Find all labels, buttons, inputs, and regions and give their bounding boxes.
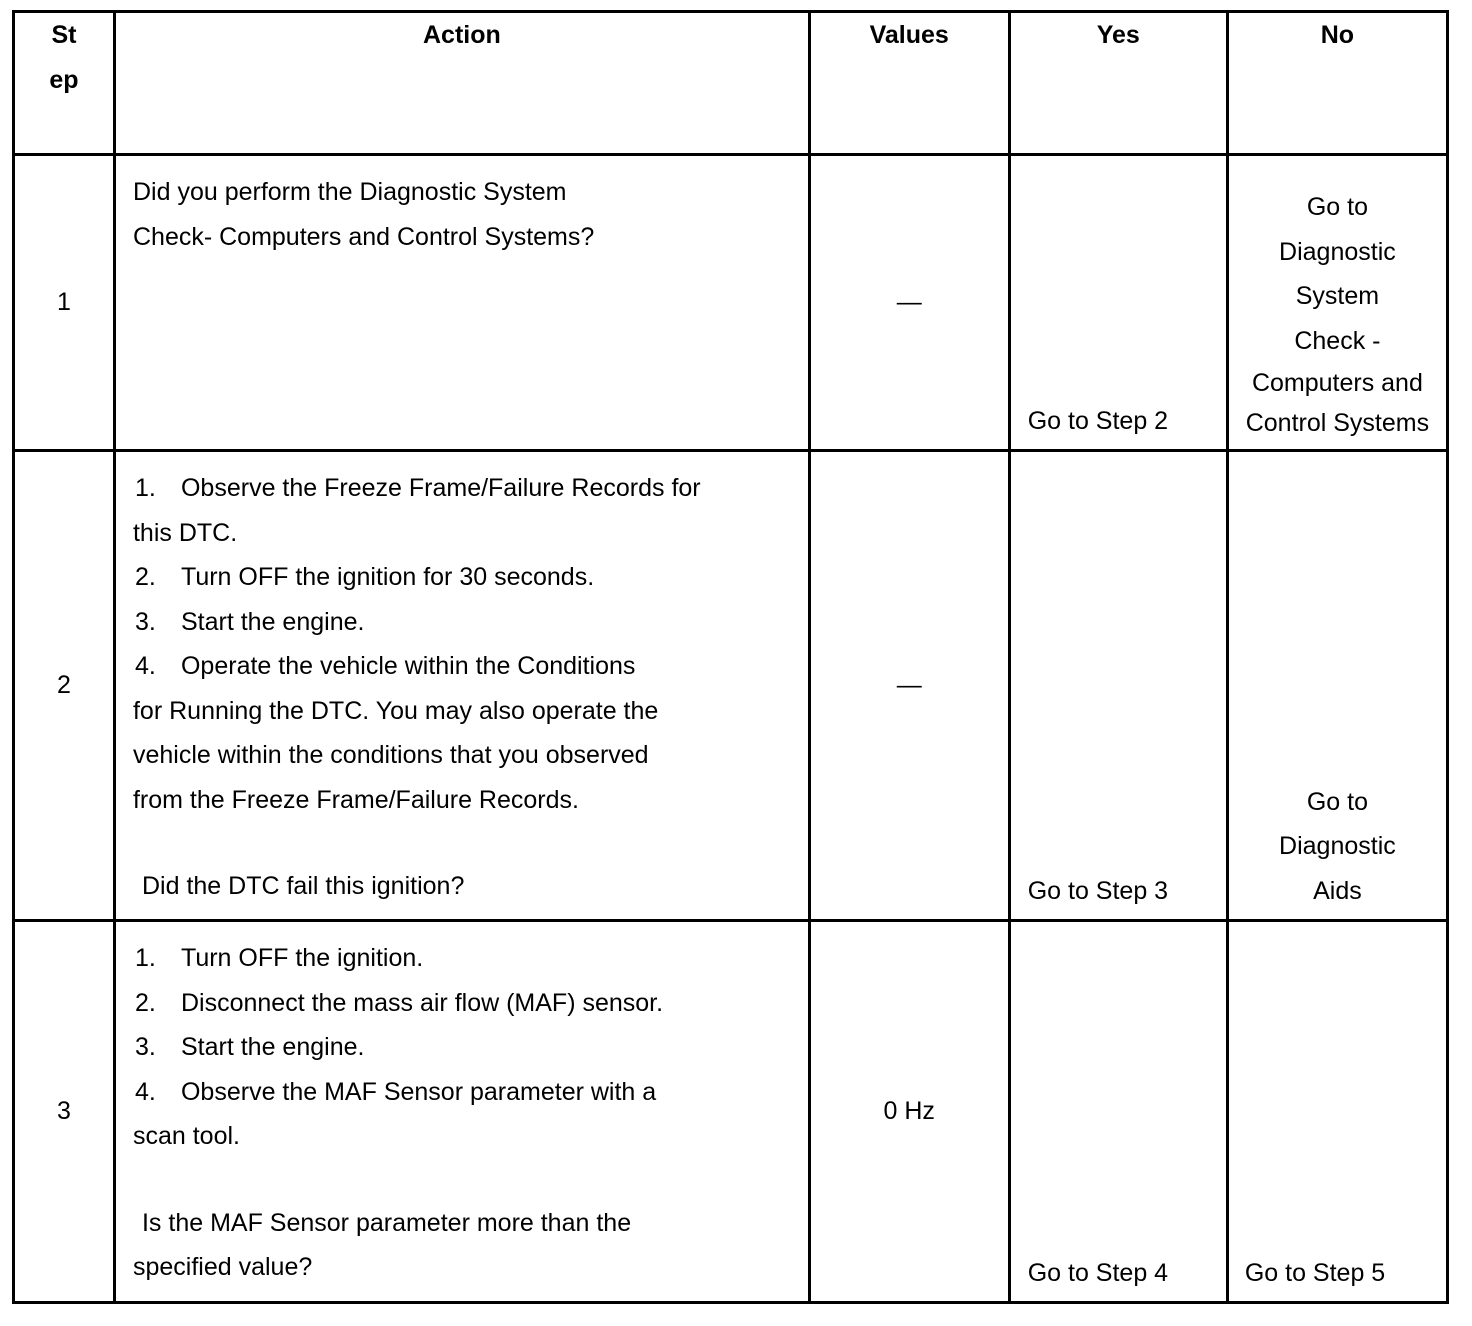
- list-item-number: 3.: [134, 607, 156, 636]
- action-cell: [114, 451, 809, 921]
- list-item-continuation: this DTC.: [132, 518, 238, 547]
- list-item-continuation: scan tool.: [132, 1122, 240, 1150]
- step-number: 1: [14, 155, 115, 451]
- list-item: [133, 600, 796, 645]
- header-step-line1: St: [51, 21, 77, 49]
- list-item-text: Observe the Freeze Frame/Failure Records for: [180, 474, 701, 502]
- no-line: Check -: [1294, 326, 1381, 355]
- list-item: [133, 981, 796, 1026]
- header-step: [14, 12, 115, 155]
- question-continuation: specified value?: [132, 1253, 313, 1281]
- no-line: Go to: [1306, 193, 1368, 221]
- table-row-step-2: [14, 451, 1448, 921]
- value-cell: —: [809, 451, 1009, 921]
- header-no: No: [1227, 12, 1447, 155]
- list-item-number: 4.: [134, 1077, 156, 1106]
- table-row-step-3: [14, 921, 1448, 1303]
- list-item-number: 2.: [134, 563, 156, 591]
- list-item-number: 4.: [134, 652, 156, 680]
- list-item-number: 1.: [134, 474, 156, 502]
- list-item-number: 2.: [134, 988, 156, 1017]
- header-row: [14, 12, 1448, 155]
- list-item: [133, 644, 796, 689]
- list-item-text: Start the engine.: [180, 1033, 365, 1061]
- list-item: [133, 466, 796, 511]
- no-line: Go to: [1306, 787, 1368, 816]
- header-values: Values: [809, 12, 1009, 155]
- action-line: Did you perform the Diagnostic System: [132, 178, 567, 206]
- no-line: Computers and: [1251, 369, 1423, 397]
- action-cell: [114, 155, 809, 451]
- table-row-step-1: [14, 155, 1448, 451]
- no-line: Control Systems: [1245, 409, 1430, 437]
- question-text: Did the DTC fail this ignition?: [141, 872, 465, 900]
- list-item-continuation: for Running the DTC. You may also operate the: [132, 696, 659, 725]
- header-step-line2: ep: [49, 65, 79, 94]
- header-action: Action: [114, 12, 809, 155]
- diagnostic-table: [12, 10, 1449, 1304]
- list-item-text: Turn OFF the ignition for 30 seconds.: [180, 563, 595, 591]
- no-line: System: [1295, 282, 1380, 310]
- yes-cell: Go to Step 4: [1009, 921, 1227, 1303]
- no-cell: [1227, 451, 1447, 921]
- question-text: Is the MAF Sensor parameter more than the: [141, 1208, 632, 1237]
- list-item: [133, 1070, 796, 1115]
- list-item-number: 3.: [134, 1033, 156, 1061]
- value-cell: —: [809, 155, 1009, 451]
- no-cell: [1227, 155, 1447, 451]
- action-line: Check- Computers and Control Systems?: [132, 222, 595, 251]
- step-number: 3: [14, 921, 115, 1303]
- list-item-continuation: vehicle within the conditions that you observed: [132, 741, 649, 769]
- list-item: [133, 555, 796, 600]
- no-line: Diagnostic: [1279, 237, 1396, 266]
- list-item-text: Disconnect the mass air flow (MAF) sensor.: [180, 988, 664, 1017]
- action-cell: [114, 921, 809, 1303]
- yes-cell: Go to Step 3: [1009, 451, 1227, 921]
- list-item: [133, 936, 796, 981]
- step-number: 2: [14, 451, 115, 921]
- list-item-text: Start the engine.: [180, 607, 365, 636]
- no-cell: Go to Step 5: [1227, 921, 1447, 1303]
- header-yes: Yes: [1009, 12, 1227, 155]
- list-item-text: Turn OFF the ignition.: [180, 944, 424, 972]
- list-item-text: Operate the vehicle within the Conditions: [180, 652, 636, 680]
- list-item: [133, 1025, 796, 1070]
- value-cell: 0 Hz: [809, 921, 1009, 1303]
- list-item-text: Observe the MAF Sensor parameter with a: [180, 1077, 657, 1106]
- list-item-number: 1.: [134, 944, 156, 972]
- no-line: Aids: [1313, 876, 1362, 905]
- yes-cell: Go to Step 2: [1009, 155, 1227, 451]
- list-item-continuation: from the Freeze Frame/Failure Records.: [132, 785, 579, 814]
- no-line: Diagnostic: [1279, 832, 1396, 860]
